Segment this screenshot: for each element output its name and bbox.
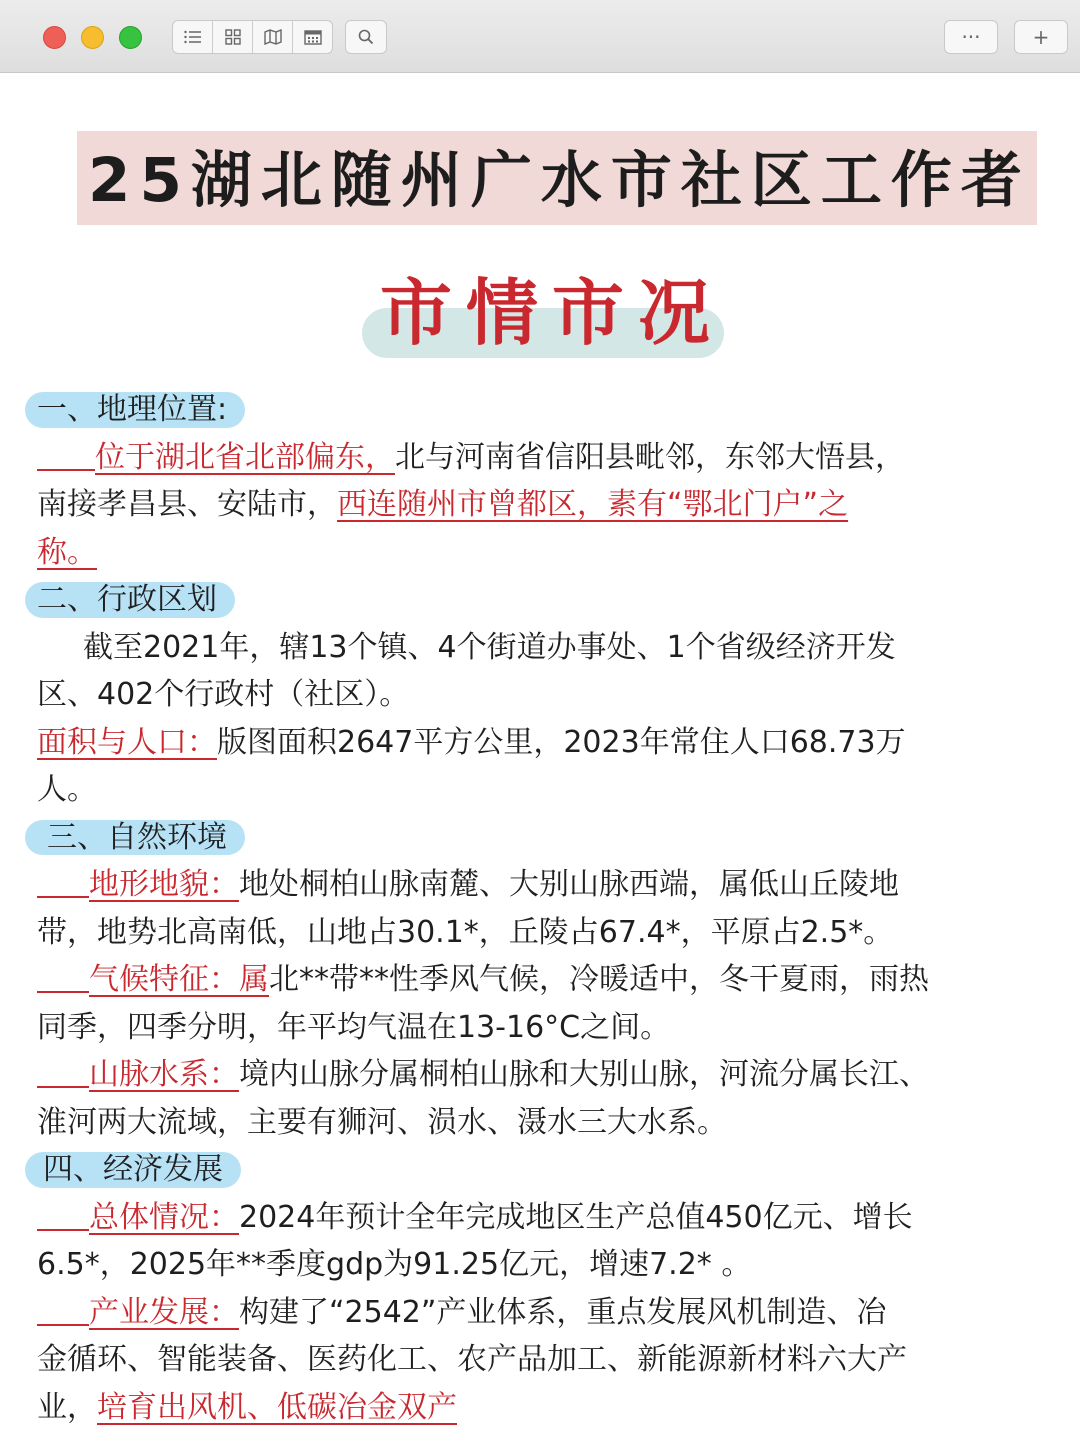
text-line	[37, 1194, 1047, 1242]
section-heading-row	[37, 1146, 1047, 1194]
body-text: 南接孝昌县、安陆市，	[37, 487, 337, 522]
document-body	[37, 386, 1047, 1431]
text-line	[37, 719, 1047, 767]
text-line	[37, 1051, 1047, 1099]
text-line	[37, 624, 1047, 672]
body-text: 构建了“2542”产业体系，重点发展风机制造、冶	[239, 1294, 887, 1330]
highlight-text: 总体情况：	[89, 1199, 239, 1235]
body-text: 2024年预计全年完成地区生产总值450亿元、增长	[239, 1199, 913, 1235]
text-line	[37, 1336, 1047, 1384]
body-text: 区、402个行政村（社区）。	[37, 677, 410, 712]
map-view-button[interactable]	[253, 21, 293, 53]
fill-blank-underline	[37, 1195, 89, 1231]
section-heading-row	[37, 576, 1047, 624]
section-heading-administration: 二、行政区划	[37, 576, 229, 624]
body-text: 金循环、智能装备、医药化工、农产品加工、新能源新材料六大产	[37, 1342, 907, 1377]
body-text: 6.5*，2025年**季度gdp为91.25亿元，增速7.2* 。	[37, 1247, 752, 1282]
section-heading-row	[37, 814, 1047, 862]
fill-blank-underline	[37, 862, 89, 898]
body-text: 同季，四季分明，年平均气温在13-16°C之间。	[37, 1009, 671, 1045]
add-button[interactable]: +	[1014, 20, 1068, 54]
text-line	[37, 766, 1047, 814]
minimize-window-button[interactable]	[81, 26, 104, 49]
section-heading-geography: 一、地理位置:	[37, 386, 239, 434]
highlight-text: 位于湖北省北部偏东，	[95, 439, 395, 475]
body-text: 业，	[37, 1389, 97, 1425]
map-icon	[264, 29, 282, 45]
search-icon	[358, 29, 374, 45]
text-line	[37, 861, 1047, 909]
window-titlebar	[0, 0, 1080, 73]
close-window-button[interactable]	[43, 26, 66, 49]
body-text: 带，地势北高南低，山地占30.1*，丘陵占67.4*，平原占2.5*。	[37, 914, 894, 950]
highlight-text: 地形地貌：	[89, 867, 239, 902]
text-line	[37, 434, 1047, 482]
body-text: 北**带**性季风气候，冷暖适中，冬干夏雨，雨热	[269, 962, 929, 997]
text-line	[37, 1241, 1047, 1289]
page-subtitle: 市情市况	[380, 271, 725, 355]
text-line	[37, 1004, 1047, 1052]
fill-blank-underline	[37, 435, 95, 471]
body-text: 版图面积2647平方公里，2023年常住人口68.73万	[217, 724, 906, 760]
fill-blank-underline	[37, 1290, 89, 1326]
highlight-text: 面积与人口：	[37, 724, 217, 760]
grid-view-button[interactable]	[213, 21, 253, 53]
text-line	[37, 529, 1047, 577]
text-line	[37, 1099, 1047, 1147]
body-text: 地处桐柏山脉南麓、大别山脉西端，属低山丘陵地	[239, 867, 899, 902]
highlight-text: 西连随州市曾都区，素有“鄂北门户”之	[337, 487, 849, 522]
fill-blank-underline	[37, 957, 89, 993]
body-text: 人。	[37, 772, 97, 807]
highlight-text: 培育出风机、低碳冶金双产	[97, 1389, 457, 1425]
section-heading-economy: 四、经济发展	[37, 1146, 235, 1194]
list-view-button[interactable]	[173, 21, 213, 53]
list-icon	[184, 30, 202, 44]
calendar-icon	[304, 29, 322, 45]
highlight-text: 产业发展：	[89, 1294, 239, 1330]
text-line	[37, 1289, 1047, 1337]
zoom-window-button[interactable]	[119, 26, 142, 49]
body-text: 北与河南省信阳县毗邻，东邻大悟县，	[395, 439, 905, 475]
view-mode-segmented-control	[172, 20, 333, 54]
text-line	[37, 956, 1047, 1004]
fill-blank-underline	[37, 1052, 89, 1088]
section-heading-environment: 三、自然环境	[37, 814, 239, 862]
page-title: 25湖北随州广水市社区工作者	[88, 145, 1031, 216]
text-line	[37, 481, 1047, 529]
text-line	[37, 909, 1047, 957]
body-text: 淮河两大流域，主要有狮河、涢水、滠水三大水系。	[37, 1104, 727, 1140]
search-button[interactable]	[345, 20, 387, 54]
text-line	[37, 1384, 1047, 1432]
body-text: 境内山脉分属桐柏山脉和大别山脉，河流分属长江、	[239, 1057, 929, 1092]
highlight-text: 山脉水系：	[89, 1057, 239, 1092]
body-text: 截至2021年，辖13个镇、4个街道办事处、1个省级经济开发	[83, 629, 896, 665]
calendar-view-button[interactable]	[293, 21, 332, 53]
more-options-button[interactable]: ···	[944, 20, 998, 54]
section-heading-row	[37, 386, 1047, 434]
grid-icon	[225, 29, 241, 45]
text-line	[37, 671, 1047, 719]
highlight-text: 称。	[37, 534, 97, 570]
highlight-text: 气候特征：属	[89, 962, 269, 997]
